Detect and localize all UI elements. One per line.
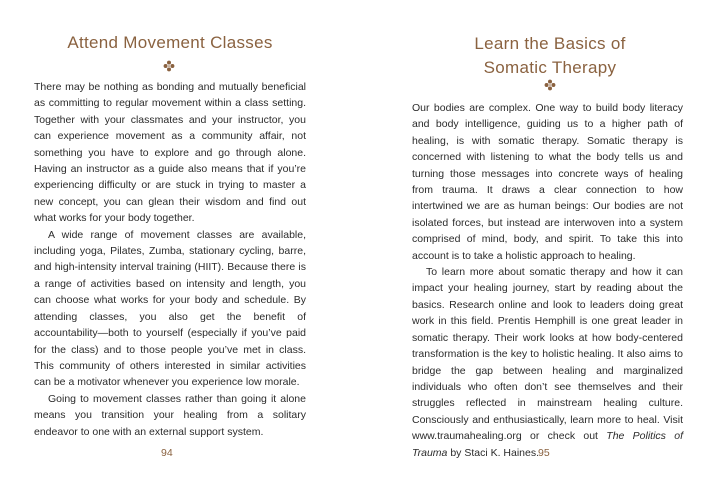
left-page-body (34, 79, 306, 440)
paragraph: A wide range of movement classes are available, including yoga, Pilates, Zumba, stationary cycling, barre, and high-intensity interval training (HIIT). Because there is a range of activities based on intensity and length, you can choose what works for your body and schedule. By attending classes, you also get the benefit of accountability—both to yourself (especially if you’ve paid for the class) and to those people you’ve met in class. This community of others interested in similar activities can be a motivator whenever you experience low morale. (34, 228, 306, 389)
title-line: Somatic Therapy (483, 58, 617, 77)
paragraph-text: by Staci K. Haines. (447, 446, 540, 459)
right-page (360, 0, 720, 480)
paragraph (412, 264, 683, 461)
right-page-body (412, 100, 683, 461)
title-line: Learn the Basics of (474, 34, 626, 53)
paragraph-text: To learn more about somatic therapy and how it can impact your healing journey, start by reading about the basics. Research online and look to leaders doing great work in this field. Prentis Hemphill is one great leader in somatic therapy. Their work looks at how body-centered transformation is the key to holistic healing. It also aims to bridge the gap between healing and marginalized individuals who often don’t see themselves and their struggles reflected in mainstream healing culture. Consciously and enthusiastically, learn more to heal. Visit www.traumahealing.org or check out (412, 266, 683, 443)
page-number: 95 (538, 447, 550, 459)
flower-ornament-icon (544, 79, 556, 91)
left-page-title: Attend Movement Classes (67, 33, 273, 52)
paragraph: Going to movement classes rather than going it alone means you transition your healing from a solitary endeavor to one with an external support system. (34, 392, 306, 438)
flower-ornament-icon (163, 60, 175, 72)
page-number: 94 (161, 447, 173, 459)
paragraph: There may be nothing as bonding and mutually beneficial as committing to regular movement within a class setting. Together with your classmates and your instructor, you can experience movement as a community affair, not something you have to explore and go through alone. Having an instructor as a guide also means that if you’re experiencing difficulty or are stuck in trying to master a new concept, you can glean their wisdom and find out what works for your body together. (34, 81, 306, 225)
right-page-title (405, 32, 695, 80)
book-title: The Politics of Trauma (412, 430, 683, 459)
paragraph: Our bodies are complex. One way to build body literacy and body intelligence, guiding us to a higher path of healing, is with somatic therapy. Somatic therapy is concerned with listening to what the body tells us and turning those messages into concrete ways of healing from trauma. It draws a clear connection to how intertwined we are as human beings: Our bodies are not isolated forces, but instead are interwoven into a system comprised of mind, body, and spirit. To take this into account is to take a holistic approach to healing. (412, 102, 683, 262)
